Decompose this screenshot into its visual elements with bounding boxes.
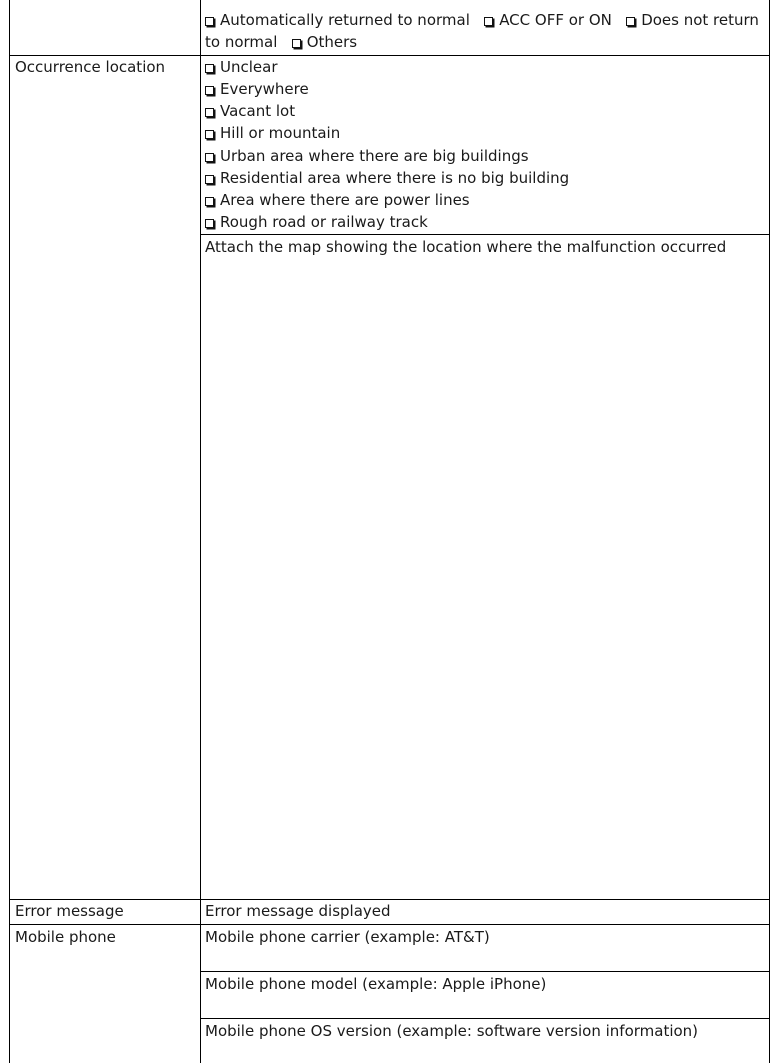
checkbox-icon[interactable] <box>205 197 214 206</box>
checkbox-icon[interactable] <box>205 153 214 162</box>
mobile-os-version-field[interactable]: Mobile phone OS version (example: software version information) <box>205 1022 699 1040</box>
error-message-field[interactable]: Error message displayed <box>205 902 391 920</box>
checkbox-icon[interactable] <box>205 219 214 228</box>
mobile-phone-label: Mobile phone <box>15 928 116 946</box>
mobile-model-field[interactable]: Mobile phone model (example: Apple iPhone) <box>205 975 547 993</box>
checkbox-icon[interactable] <box>292 39 301 48</box>
row-divider-model <box>200 1018 770 1019</box>
checkbox-icon[interactable] <box>205 86 214 95</box>
mobile-carrier-field[interactable]: Mobile phone carrier (example: AT&T) <box>205 928 490 946</box>
checkbox-does-not-return[interactable]: Does not return <box>626 11 759 29</box>
row-divider-map <box>200 234 770 235</box>
checkbox-icon[interactable] <box>205 108 214 117</box>
checkbox-icon[interactable] <box>205 130 214 139</box>
row-divider-carrier <box>200 971 770 972</box>
table-right-border <box>769 0 770 1063</box>
location-option-vacant-lot[interactable]: Vacant lot <box>205 100 295 122</box>
checkbox-icon[interactable] <box>205 17 214 26</box>
status-options-line2 <box>205 31 357 53</box>
status-option-continuation: to normal <box>205 33 278 51</box>
checkbox-icon[interactable] <box>484 17 493 26</box>
location-option-rough-road[interactable]: Rough road or railway track <box>205 211 428 233</box>
location-option-urban[interactable]: Urban area where there are big buildings <box>205 145 529 167</box>
checkbox-auto-returned[interactable]: Automatically returned to normal <box>205 11 470 29</box>
location-option-residential[interactable]: Residential area where there is no big building <box>205 167 569 189</box>
location-option-unclear[interactable]: Unclear <box>205 56 278 78</box>
checkbox-icon[interactable] <box>205 64 214 73</box>
error-message-label: Error message <box>15 902 124 920</box>
occurrence-location-label: Occurrence location <box>15 58 166 76</box>
table-left-border <box>9 0 10 1063</box>
location-option-everywhere[interactable]: Everywhere <box>205 78 309 100</box>
location-option-hill[interactable]: Hill or mountain <box>205 122 340 144</box>
location-option-power-lines[interactable]: Area where there are power lines <box>205 189 470 211</box>
checkbox-acc-off-on[interactable]: ACC OFF or ON <box>484 11 612 29</box>
map-instruction: Attach the map showing the location where the malfunction occurred <box>205 238 727 256</box>
checkbox-icon[interactable] <box>626 17 635 26</box>
status-options-line1 <box>205 9 759 31</box>
row-divider-error-end <box>9 924 770 925</box>
checkbox-icon[interactable] <box>205 175 214 184</box>
checkbox-others[interactable]: Others <box>292 33 357 51</box>
map-attachment-area[interactable] <box>201 260 769 898</box>
